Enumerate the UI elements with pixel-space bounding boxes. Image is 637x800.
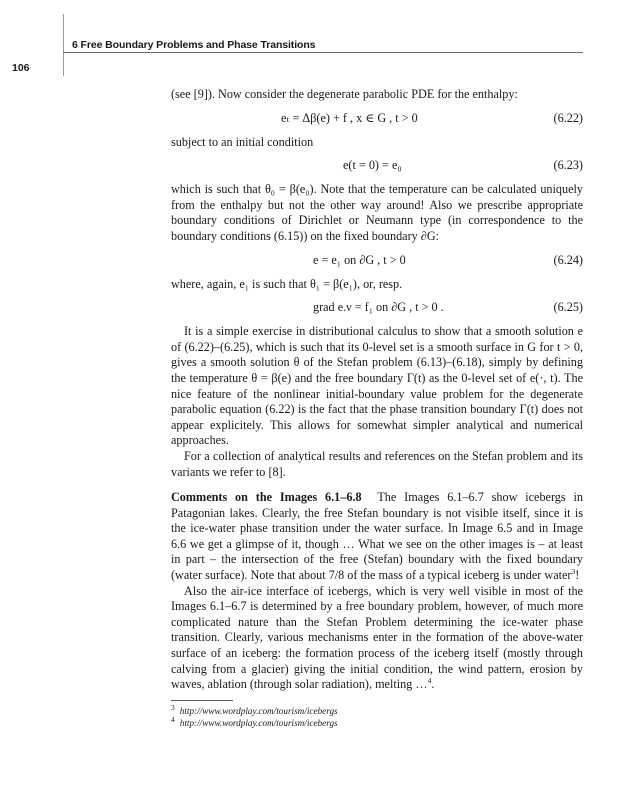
equation-6-22-formula: eₜ = Δβ(e) + f , x ∈ G , t > 0 — [281, 110, 418, 125]
footnote-rule — [171, 700, 233, 701]
equation-6-24 — [171, 253, 583, 269]
equation-6-25 — [171, 300, 583, 316]
equation-6-25-formula: grad e.ν = f₁ on ∂G , t > 0 . — [313, 300, 444, 315]
page-number: 106 — [12, 62, 30, 74]
equation-6-23-number: (6.23) — [553, 158, 583, 173]
equation-6-23-formula: e(t = 0) = e₀ — [343, 158, 402, 173]
paragraph-distributional-calculus: It is a simple exercise in distributional calculus to show that a smooth solution e of (6.22)–(6.25), which is such that its 0-level set is a smooth surface in G for t > 0, gives a smooth solution θ of the Stefan problem (6.13)–(6.18), simply by defining the temperature θ = β(e) and the free boundary Γ(t) as the 0-level set of e(·, t). The nice feature of the nonlinear initial-boundary value problem for the degenerate parabolic equation (6.22) is the fact that the phase transition boundary Γ(t) does not appear explicitely. This allows for somewhat simpler analytical and numerical approaches. — [171, 324, 583, 448]
paragraph-collection-references: For a collection of analytical results and references on the Stefan problem and its variants we refer to [8]. — [171, 448, 583, 479]
footnote-3-link[interactable]: http://www.wordplay.com/tourism/icebergs — [179, 705, 338, 716]
footnote-3-mark: 3 — [171, 702, 175, 712]
paragraph-comments-images: Comments on the Images 6.1–6.8 The Images 6.1–6.7 show icebergs in Patagonian lakes. Clearly, the free Stefan boundary is not visible itself, since it is the ice-water phase transition under the water surface. In Image 6.5 and in Image 6.6 we get a glimpse of it, though … What we see on the other images is – at least in part – the intersection of the free (Stefan) boundary with the fixed boundary (water surface). Note that about 7/8 of the mass of a typical iceberg is under water$^3$! — [171, 490, 583, 583]
footnote-4 — [171, 714, 583, 729]
page-body — [171, 87, 583, 729]
section-heading-comments: Comments on the Images 6.1–6.8 — [171, 490, 362, 505]
footnote-ref-3[interactable]: 3 — [571, 567, 576, 576]
paragraph-where-again: where, again, e₁ is such that θ₁ = β(e₁), or, resp. — [171, 276, 403, 291]
footnote-3 — [171, 702, 583, 717]
paragraph-boundary-conditions: which is such that θ₀ = β(e₀). Note that the temperature can be calculated uniquely from the enthalpy but not the other way around! Also we prescribe appropriate boundary conditions of Dirichlet or Neumann type (in correspondence to the boundary conditions (6.15)) on the fixed boundary ∂G: — [171, 182, 583, 243]
paragraph-intro: (see [9]). Now consider the degenerate parabolic PDE for the enthalpy: — [171, 87, 518, 101]
footnote-ref-4[interactable]: 4 — [427, 676, 432, 686]
equation-6-24-formula: e = e₁ on ∂G , t > 0 — [313, 252, 406, 267]
equation-6-22-number: (6.22) — [553, 110, 583, 125]
air-ice-body: Also the air-ice interface of icebergs, which is very well visible in most of the Images 6.1–6.7 is determined by a free boundary problem, however, of much more complicated nature than the Stefan Problem determining the ice-water phase transition. Clearly, various mechanisms enter in the formation of the above-water surface of an iceberg: the formation process of the iceberg itself (mostly through calving from a glacier) giving the initial condition, the wind pattern, erosion by waves, ablation (through solar radiation), melting … — [171, 583, 583, 692]
equation-6-23 — [171, 158, 583, 174]
running-head: 6 Free Boundary Problems and Phase Transitions — [72, 39, 316, 51]
header-horizontal-rule — [63, 52, 583, 53]
equation-6-25-number: (6.25) — [553, 300, 583, 315]
paragraph-initial-condition: subject to an initial condition — [171, 134, 314, 149]
footnote-4-mark: 4 — [171, 714, 175, 724]
equation-6-24-number: (6.24) — [553, 252, 583, 267]
paragraph-air-ice-interface: Also the air-ice interface of icebergs, which is very well visible in most of the Images 6.1–6.7 is determined by a free boundary problem, however, of much more complicated nature than the Stefan Problem determining the ice-water phase transition. Clearly, various mechanisms enter in the formation of the above-water surface of an iceberg: the formation process of the iceberg itself (mostly through calving from a glacier) giving the initial condition, the wind pattern, erosion by waves, ablation (through solar radiation), melting …$^4$. — [171, 583, 583, 692]
comments-body: The Images 6.1–6.7 show icebergs in Patagonian lakes. Clearly, the free Stefan boundary is not visible itself, since it is the ice-water phase transition under the water surface. In Image 6.5 and in Image 6.6 we get a glimpse of it, though … What we see on the other images is – at least in part – the intersection of the free (Stefan) boundary with the fixed boundary (water surface). Note that about 7/8 of the mass of a typical iceberg is under water — [171, 490, 583, 583]
footnote-4-link[interactable]: http://www.wordplay.com/tourism/icebergs — [179, 717, 338, 728]
equation-6-22 — [171, 111, 583, 127]
header-vertical-rule — [63, 14, 64, 76]
